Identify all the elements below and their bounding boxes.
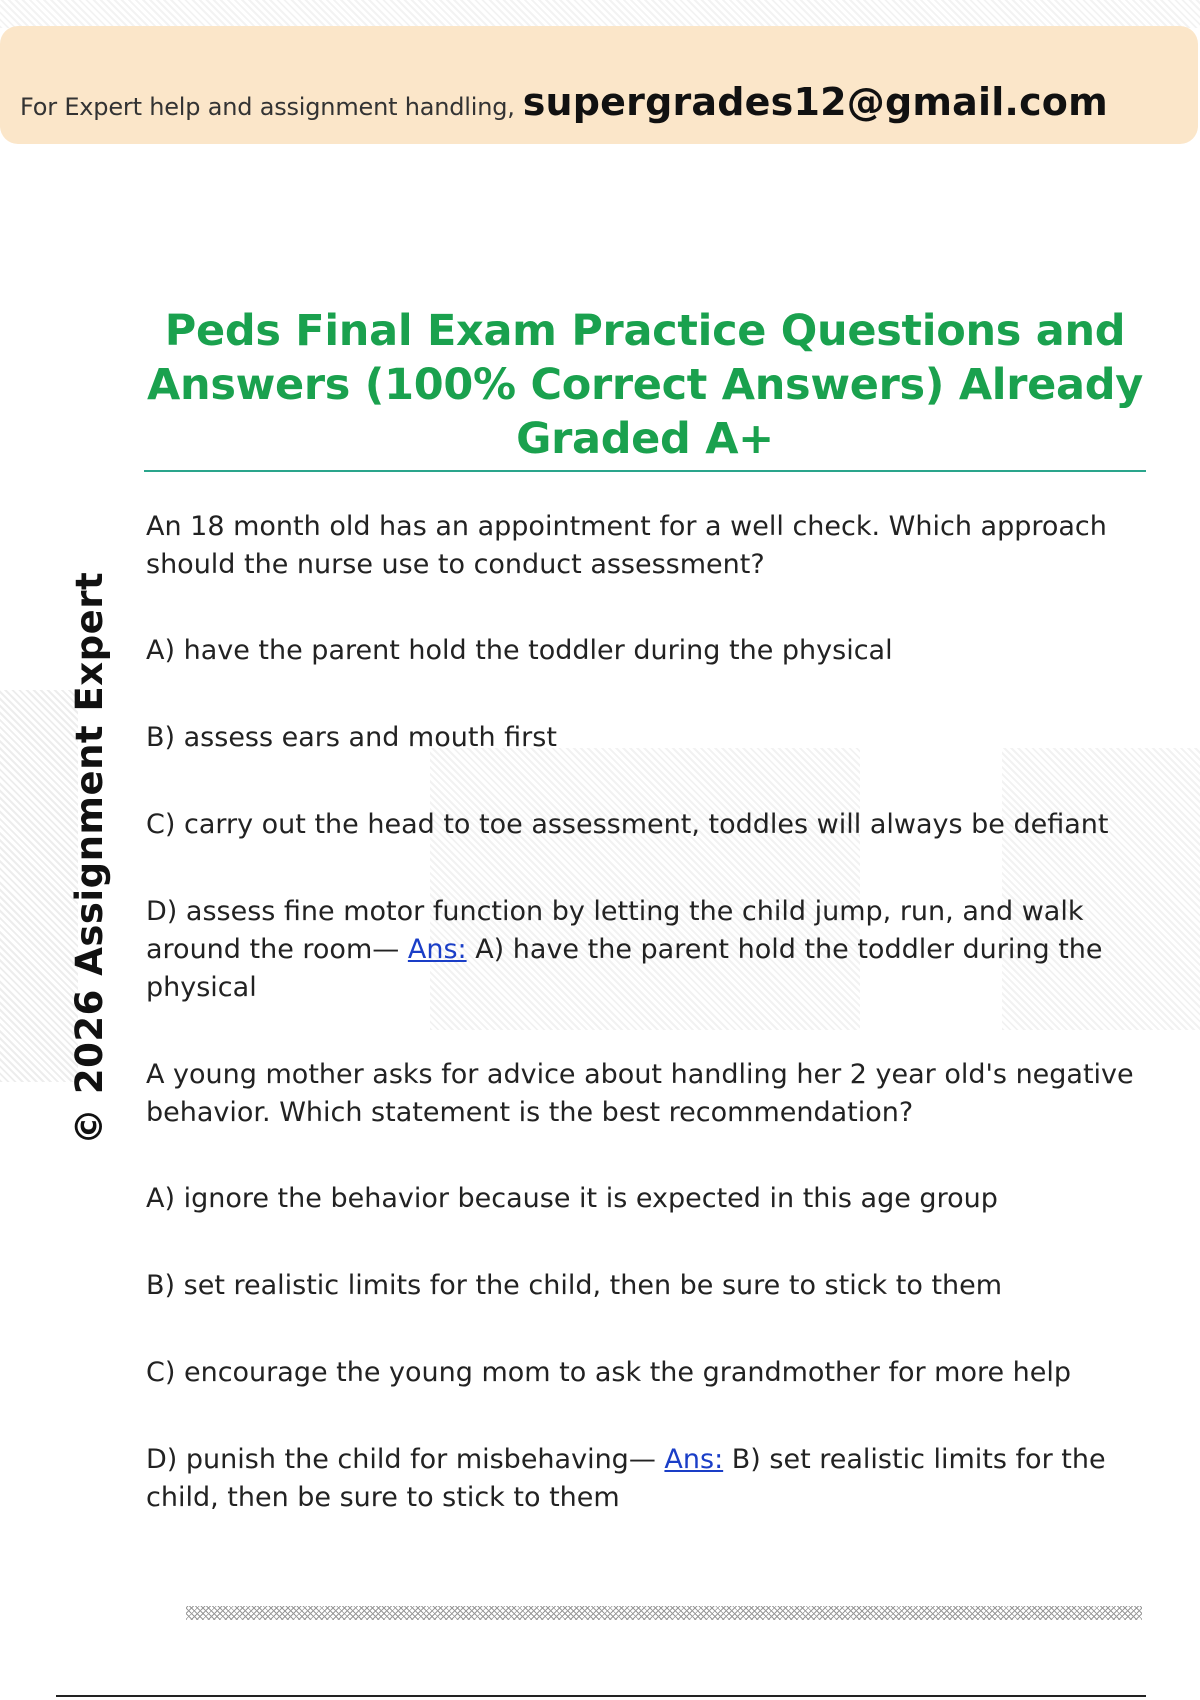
answer-option-with-answer: [146, 1441, 1146, 1517]
ans-label: Ans:: [664, 1444, 724, 1475]
title-divider: [144, 470, 1146, 472]
answer-option: B) assess ears and mouth first: [146, 722, 557, 753]
answer-option: A) have the parent hold the toddler during the physical: [146, 635, 893, 666]
answer-option-text: D) assess fine motor function by letting the child jump, run, and walk around the room—: [146, 896, 1084, 965]
answer-option: C) carry out the head to toe assessment, toddles will always be defiant: [146, 809, 1109, 840]
banner-lead-text: For Expert help and assignment handling,: [20, 93, 515, 121]
ans-label: Ans:: [407, 934, 467, 965]
question-stem: A young mother asks for advice about handling her 2 year old's negative behavior. Which statement is the best recommendation?: [146, 1059, 1134, 1128]
answer-text: B) set realistic limits for the child, then be sure to stick to them: [146, 1444, 1106, 1513]
answer-option-with-answer: [146, 893, 1146, 1007]
document-title: Peds Final Exam Practice Questions and Answers (100% Correct Answers) Already Graded A+: [147, 306, 1143, 464]
answer-option-text: D) punish the child for misbehaving—: [146, 1444, 656, 1475]
answer-option: A) ignore the behavior because it is expected in this age group: [146, 1183, 998, 1214]
answer-option: B) set realistic limits for the child, then be sure to stick to them: [146, 1270, 1003, 1301]
copyright-watermark: © 2026 Assignment Expert: [68, 571, 111, 1145]
page-bottom-rule: [56, 1695, 1146, 1697]
question-stem: An 18 month old has an appointment for a well check. Which approach should the nurse use to conduct assessment?: [146, 511, 1107, 580]
top-hatch-border: [0, 0, 1200, 28]
answer-text: A) have the parent hold the toddler during the physical: [146, 934, 1103, 1003]
contact-email: supergrades12@gmail.com: [522, 80, 1108, 124]
side-hatch-pattern: [0, 690, 78, 1082]
decorative-zigzag-divider: [186, 1606, 1142, 1620]
answer-option: C) encourage the young mom to ask the grandmother for more help: [146, 1357, 1072, 1388]
contact-banner-text: [20, 80, 1108, 124]
